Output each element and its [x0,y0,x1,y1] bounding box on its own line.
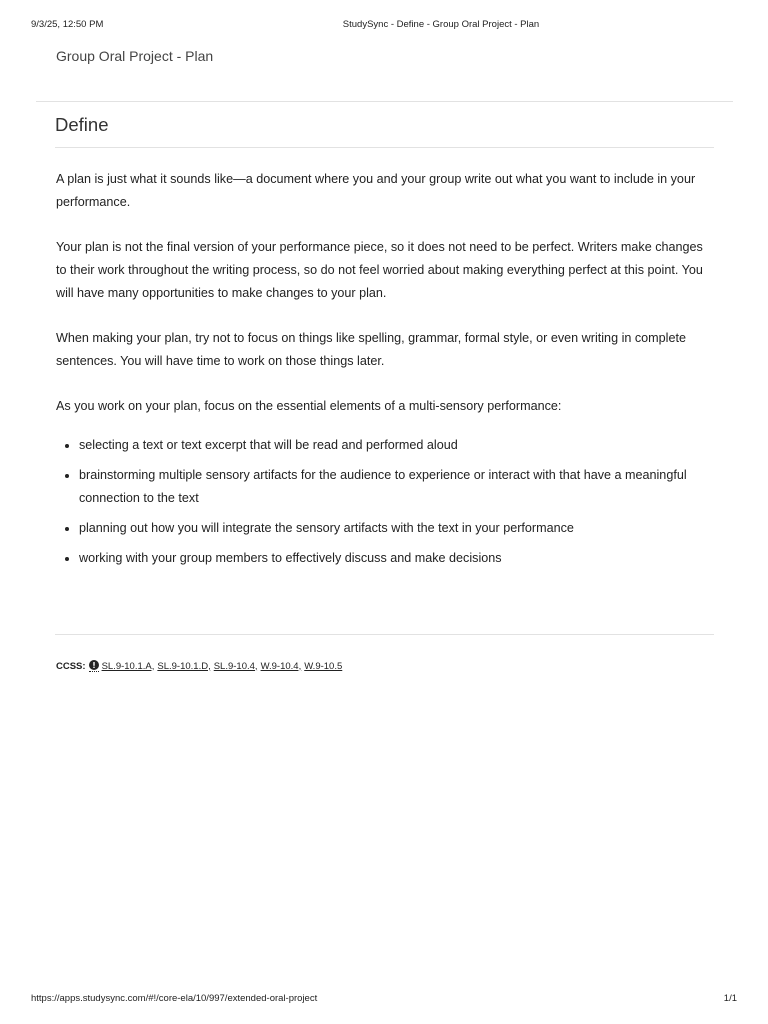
print-date: 9/3/25, 12:50 PM [31,19,104,30]
paragraph: A plan is just what it sounds like—a document where you and your group write out what you want to include in your performance. [56,172,696,209]
standard-link-sl-9-10-4[interactable]: SL.9-10.4, [213,660,258,672]
bottom-divider [55,634,714,635]
ccss-standards [56,660,345,672]
paragraph: When making your plan, try not to focus on things like spelling, grammar, formal style, or even writing in complete sentences. You will have time to work on those things later. [56,331,686,368]
essential-elements-list [56,434,716,570]
section-content [56,168,716,577]
standard-link-sl-9-10-1-a[interactable]: SL.9-10.1.A, [101,660,155,672]
print-header [0,19,768,33]
list-item: • brainstorming multiple sensory artifacts for the audience to experience or interact with that have a meaningful connection to the text [79,464,716,510]
page-title: Group Oral Project - Plan [56,48,214,64]
list-item: • selecting a text or text excerpt that will be read and performed aloud [79,434,716,457]
page-number: 1/1 [723,993,737,1004]
ccss-label: CCSS: [56,660,86,672]
standard-link-w-9-10-5[interactable]: W.9-10.5 [304,660,343,672]
section-heading: Define [55,114,109,135]
standard-link-w-9-10-4[interactable]: W.9-10.4, [260,660,302,672]
info-circle-icon[interactable] [89,660,99,672]
list-item: • working with your group members to effectively discuss and make decisions [79,547,716,570]
page-url: https://apps.studysync.com/#!/core-ela/10/997/extended-oral-project [31,993,318,1004]
top-divider [36,101,733,102]
paragraph: Your plan is not the final version of your performance piece, so it does not need to be perfect. Writers make changes to their work throughout the writing process, so do not feel worried about making everything perfect at this point. You will have many opportunities to make changes to your plan. [56,240,703,300]
standard-link-sl-9-10-1-d[interactable]: SL.9-10.1.D, [157,660,211,672]
print-title: StudySync - Define - Group Oral Project - Plan [342,19,540,30]
list-item: • planning out how you will integrate the sensory artifacts with the text in your performance [79,517,716,540]
heading-divider [55,147,714,148]
paragraph: As you work on your plan, focus on the essential elements of a multi-sensory performance: [56,399,562,413]
